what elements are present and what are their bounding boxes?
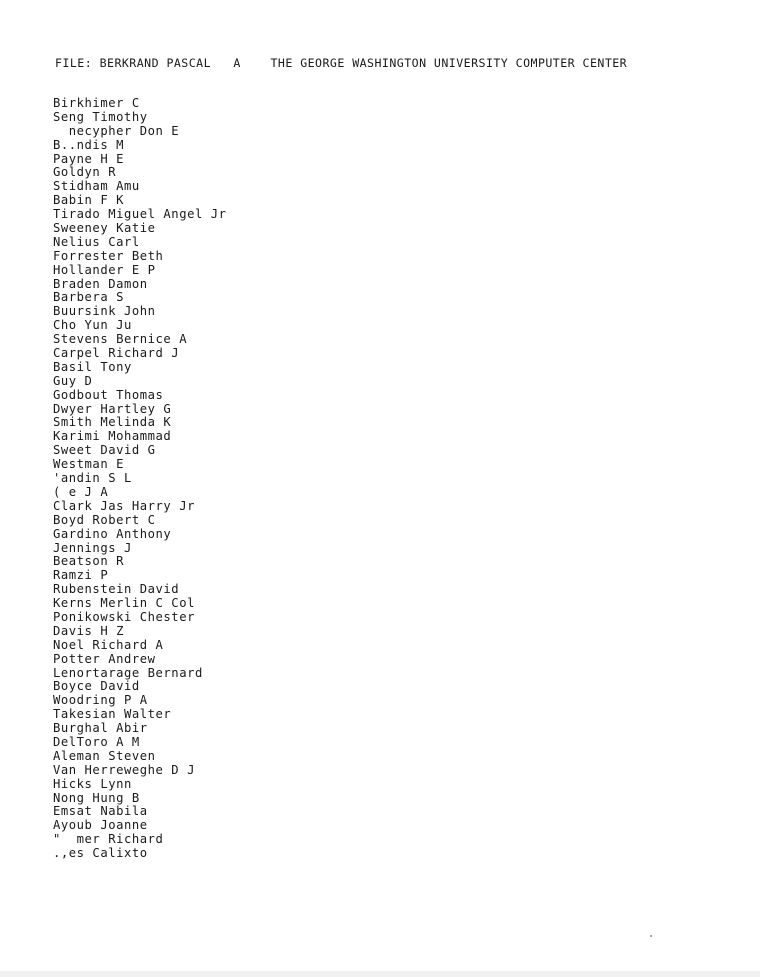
name-entry: Hollander E P: [53, 262, 156, 277]
name-entry: Aleman Steven: [53, 748, 156, 763]
name-entry: Ayoub Joanne: [53, 818, 148, 833]
name-entry: Barbera S: [53, 290, 124, 305]
name-entry: Woodring P A: [53, 693, 148, 708]
file-header: FILE: BERKRAND PASCAL A THE GEORGE WASHINGTON UNIVERSITY COMPUTER CENTER: [55, 56, 628, 70]
name-entry: Birkhimer C: [53, 96, 140, 110]
name-entry: Karimi Mohammad: [53, 429, 172, 444]
name-entry: Dwyer Hartley G: [53, 401, 172, 416]
name-entry: Ramzi P: [53, 568, 109, 583]
name-entry: Sweet David G: [53, 443, 156, 458]
name-entry: Godbout Thomas: [53, 387, 164, 402]
name-entry: Goldyn R: [53, 165, 117, 180]
name-entry: Westman E: [53, 457, 124, 472]
name-entry: Babin F K: [53, 193, 124, 208]
name-entry: Emsat Nabila: [53, 804, 148, 819]
name-entry: Cho Yun Ju: [53, 318, 132, 333]
name-entry: .,es Calixto: [53, 846, 148, 861]
name-entry: Boyce David: [53, 679, 140, 694]
name-entry: Braden Damon: [53, 276, 148, 291]
name-entry: Kerns Merlin C Col: [53, 596, 195, 611]
name-entry: Lenortarage Bernard: [53, 665, 203, 680]
page-bottom-edge: [0, 971, 760, 977]
name-entry: Basil Tony: [53, 359, 132, 374]
name-entry: Potter Andrew: [53, 651, 156, 666]
name-entry: Seng Timothy: [53, 109, 148, 124]
name-entry: Gardino Anthony: [53, 526, 172, 541]
name-entry: Davis H Z: [53, 623, 124, 638]
name-entry: B..ndis M: [53, 137, 124, 152]
name-entry: Forrester Beth: [53, 248, 164, 263]
name-entry: Burghal Abir: [53, 721, 148, 736]
name-entry: Boyd Robert C: [53, 512, 156, 527]
name-entry: Tirado Miguel Angel Jr: [53, 207, 227, 222]
name-entry: Nong Hung B: [53, 790, 140, 805]
name-entry: Beatson R: [53, 554, 124, 569]
name-entry: Clark Jas Harry Jr: [53, 498, 195, 513]
name-entry: Van Herreweghe D J: [53, 762, 195, 777]
name-list: [53, 97, 227, 861]
name-entry: Stevens Bernice A: [53, 332, 188, 347]
name-entry: Ponikowski Chester: [53, 609, 195, 624]
name-entry: Noel Richard A: [53, 637, 164, 652]
name-entry: Jennings J: [53, 540, 132, 555]
name-entry: Rubenstein David: [53, 582, 180, 597]
name-entry: Hicks Lynn: [53, 776, 132, 791]
name-entry: DelToro A M: [53, 734, 140, 749]
name-entry: Smith Melinda K: [53, 415, 172, 430]
name-entry: Nelius Carl: [53, 234, 140, 249]
name-entry: " mer Richard: [53, 832, 164, 847]
name-entry: Takesian Walter: [53, 707, 172, 722]
name-entry: Payne H E: [53, 151, 124, 166]
name-entry: Stidham Amu: [53, 179, 140, 194]
name-entry: necypher Don E: [53, 123, 180, 138]
name-entry: Buursink John: [53, 304, 156, 319]
name-entry: Sweeney Katie: [53, 221, 156, 236]
name-entry: Carpel Richard J: [53, 346, 180, 361]
name-entry: ( e J A: [53, 484, 109, 499]
name-entry: 'andin S L: [53, 471, 132, 486]
name-entry: Guy D: [53, 373, 93, 388]
page-speck: [650, 935, 652, 937]
